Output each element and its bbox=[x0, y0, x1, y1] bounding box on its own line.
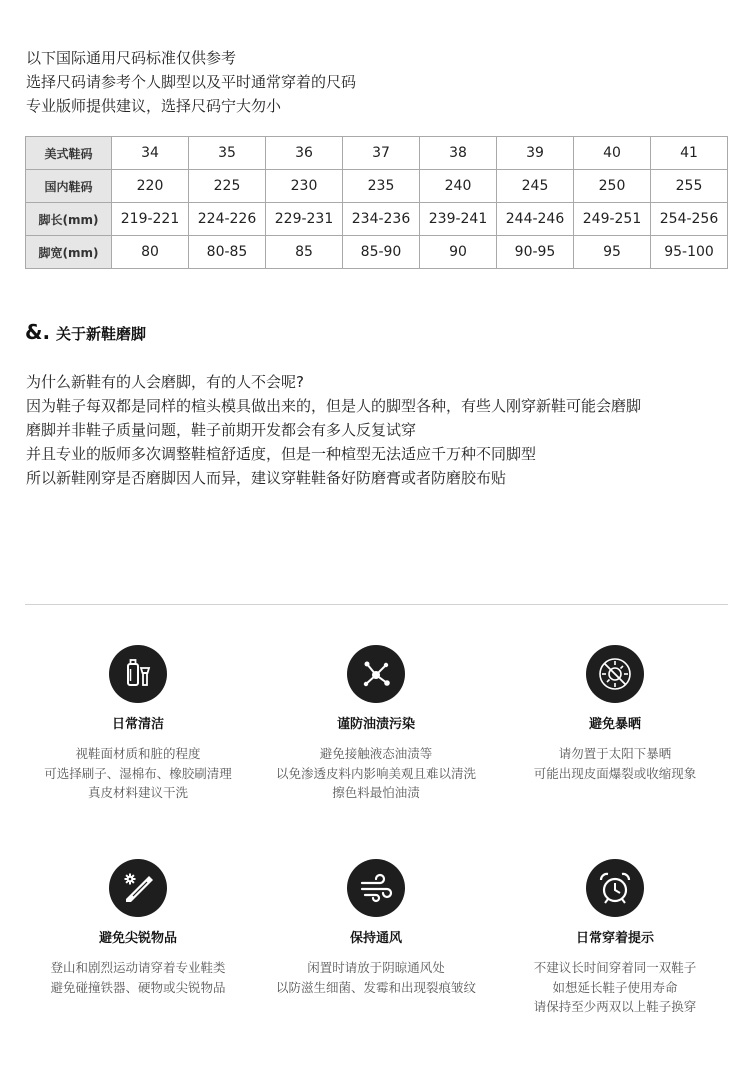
table-cell: 38 bbox=[420, 137, 497, 170]
table-cell: 224-226 bbox=[189, 203, 266, 236]
table-cell: 255 bbox=[651, 170, 728, 203]
table-cell: 254-256 bbox=[651, 203, 728, 236]
tip-title: 日常清洁 bbox=[111, 717, 164, 732]
table-cell: 235 bbox=[343, 170, 420, 203]
intro-line: 选择尺码请参考个人脚型以及平时通常穿着的尺码 bbox=[26, 73, 357, 91]
tip-line: 如想延长鞋子使用寿命 bbox=[552, 979, 678, 995]
table-cell: 34 bbox=[112, 137, 189, 170]
table-cell: 239-241 bbox=[420, 203, 497, 236]
table-cell: 250 bbox=[574, 170, 651, 203]
table-cell: 249-251 bbox=[574, 203, 651, 236]
intro-text bbox=[26, 46, 356, 118]
tip-description bbox=[256, 958, 496, 997]
paragraph-line: 因为鞋子每双都是同样的楦头模具做出来的，但是人的脚型各种，有些人刚穿新鞋可能会磨脚 bbox=[26, 397, 642, 415]
tip-line: 以免渗透皮料内影响美观且难以清洗 bbox=[275, 765, 476, 781]
tip-line: 避免接触液态油渍等 bbox=[319, 746, 433, 761]
tip-line: 视鞋面材质和脏的程度 bbox=[75, 746, 201, 761]
tip-title: 保持通风 bbox=[349, 931, 402, 946]
care-tip-sun bbox=[495, 645, 735, 783]
table-cell: 80 bbox=[112, 236, 189, 269]
tip-line: 以防滋生细菌、发霉和出现裂痕皱纹 bbox=[275, 979, 476, 995]
table-cell: 41 bbox=[651, 137, 728, 170]
section-paragraph bbox=[26, 370, 641, 490]
row-header: 国内鞋码 bbox=[26, 170, 112, 203]
row-header: 脚长(mm) bbox=[26, 203, 112, 236]
paragraph-line: 为什么新鞋有的人会磨脚，有的人不会呢? bbox=[26, 373, 304, 391]
table-row bbox=[26, 170, 728, 203]
divider bbox=[25, 604, 728, 605]
care-tip-ventilation bbox=[256, 859, 496, 997]
tip-line: 真皮材料建议干洗 bbox=[87, 785, 188, 800]
paragraph-line: 并且专业的版师多次调整鞋楦舒适度，但是一种楦型无法适应千万种不同脚型 bbox=[26, 445, 537, 463]
table-cell: 244-246 bbox=[497, 203, 574, 236]
wind-icon bbox=[347, 859, 405, 917]
tip-title: 日常穿着提示 bbox=[575, 931, 654, 946]
row-header: 美式鞋码 bbox=[26, 137, 112, 170]
table-cell: 35 bbox=[189, 137, 266, 170]
table-cell: 40 bbox=[574, 137, 651, 170]
table-cell: 245 bbox=[497, 170, 574, 203]
paragraph-line: 磨脚并非鞋子质量问题，鞋子前期开发都会有多人反复试穿 bbox=[26, 421, 417, 439]
section-heading bbox=[25, 320, 146, 344]
stain-splash-icon bbox=[347, 645, 405, 703]
table-cell: 37 bbox=[343, 137, 420, 170]
tip-line: 可能出现皮面爆裂或收缩现象 bbox=[533, 765, 697, 781]
alarm-clock-icon bbox=[586, 859, 644, 917]
tip-description bbox=[495, 744, 735, 783]
table-cell: 80-85 bbox=[189, 236, 266, 269]
table-cell: 229-231 bbox=[266, 203, 343, 236]
table-cell: 240 bbox=[420, 170, 497, 203]
sharp-blade-icon bbox=[109, 859, 167, 917]
care-tip-wearing bbox=[495, 859, 735, 1017]
table-cell: 90 bbox=[420, 236, 497, 269]
tip-line: 不建议长时间穿着同一双鞋子 bbox=[533, 960, 697, 975]
section-title: 关于新鞋磨脚 bbox=[56, 325, 147, 343]
tip-line: 请保持至少两双以上鞋子换穿 bbox=[533, 999, 697, 1014]
table-row bbox=[26, 203, 728, 236]
tip-description bbox=[18, 958, 258, 997]
tip-line: 擦色料最怕油渍 bbox=[332, 785, 420, 800]
table-cell: 36 bbox=[266, 137, 343, 170]
care-tip-sharp bbox=[18, 859, 258, 997]
care-tip-stain bbox=[256, 645, 496, 803]
table-row bbox=[26, 137, 728, 170]
tip-line: 可选择刷子、湿棉布、橡胶刷清理 bbox=[44, 765, 232, 781]
paragraph-line: 所以新鞋刚穿是否磨脚因人而异，建议穿鞋鞋备好防磨膏或者防磨胶布贴 bbox=[26, 469, 507, 487]
tip-line: 闲置时请放于阴晾通风处 bbox=[307, 960, 445, 975]
table-cell: 85 bbox=[266, 236, 343, 269]
row-header: 脚宽(mm) bbox=[26, 236, 112, 269]
table-row bbox=[26, 236, 728, 269]
table-cell: 85-90 bbox=[343, 236, 420, 269]
sun-prohibited-icon bbox=[586, 645, 644, 703]
section-marker: &. bbox=[25, 320, 51, 344]
table-cell: 234-236 bbox=[343, 203, 420, 236]
cleaning-tools-icon bbox=[109, 645, 167, 703]
tip-line: 请勿置于太阳下暴晒 bbox=[558, 746, 672, 761]
table-cell: 95-100 bbox=[651, 236, 728, 269]
size-table bbox=[25, 136, 728, 269]
table-cell: 220 bbox=[112, 170, 189, 203]
table-cell: 230 bbox=[266, 170, 343, 203]
table-cell: 95 bbox=[574, 236, 651, 269]
tip-description bbox=[495, 958, 735, 1017]
tip-description bbox=[18, 744, 258, 803]
intro-line: 以下国际通用尺码标准仅供参考 bbox=[26, 49, 237, 67]
intro-line: 专业版师提供建议，选择尺码宁大勿小 bbox=[26, 97, 282, 115]
tip-title: 避免暴晒 bbox=[588, 717, 641, 732]
tip-title: 谨防油渍污染 bbox=[336, 717, 415, 732]
table-cell: 225 bbox=[189, 170, 266, 203]
tip-line: 登山和剧烈运动请穿着专业鞋类 bbox=[50, 960, 226, 975]
tip-title: 避免尖锐物品 bbox=[98, 931, 177, 946]
table-cell: 90-95 bbox=[497, 236, 574, 269]
table-cell: 219-221 bbox=[112, 203, 189, 236]
tip-line: 避免碰撞铁器、硬物或尖锐物品 bbox=[50, 979, 226, 995]
care-tip-cleaning bbox=[18, 645, 258, 803]
table-cell: 39 bbox=[497, 137, 574, 170]
tip-description bbox=[256, 744, 496, 803]
